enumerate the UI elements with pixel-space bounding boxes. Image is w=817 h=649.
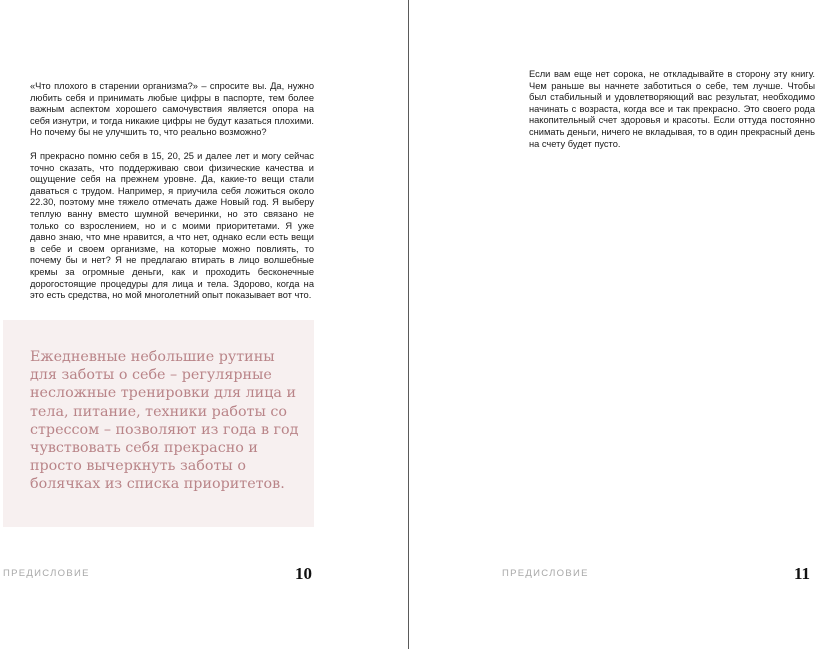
left-page-number: 10: [295, 564, 312, 583]
pull-quote-box: [3, 320, 314, 527]
right-section-label: ПРЕДИСЛОВИЕ: [502, 568, 589, 579]
pull-quote-text: Ежедневные небольшие рутины для заботы о себе – регулярные несложные тренировки для лица и тела, питание, техники работы со стрессом – позволяют из года в год чувствовать себя прекрасно и просто вычеркнуть заботы о болячках из списка приоритетов.: [30, 349, 299, 493]
left-section-label: ПРЕДИСЛОВИЕ: [3, 568, 90, 579]
left-page-body: [30, 81, 314, 314]
right-page-number: 11: [794, 564, 811, 583]
left-paragraph-2: Я прекрасно помню себя в 15, 20, 25 и далее лет и могу сейчас точно сказать, что поддерживаю свои физические качества и ощущение себя на прежнем уровне. Да, какие-то вещи стали даваться с трудом. Например, я приучила себя ложиться около 22.30, поэтому мне тяжело отмечать даже Новый год. Я выберу теплую ванну вместо шумной вечеринки, но это связано не только со взрослением, но и с моими приоритетами. Я уже давно знаю, что мне нравится, а что нет, однако если есть вещи в себе и своем организме, на которые можно повлиять, то почему бы и нет? Я не предлагаю втирать в лицо волшебные кремы за огромные деньги, как и проходить бесконечные дорогостоящие процедуры для лица и тела. Здорово, когда на это есть средства, но мой многолетний опыт показывает вот что.: [30, 150, 314, 301]
left-paragraph-1: «Что плохого в старении организма?» – спросите вы. Да, нужно любить себя и принимать любые цифры в паспорте, тем более важным аспектом хорошего самочувствия является опора на себя изнутри, и тогда никакие цифры не будут казаться плохими. Но почему бы не улучшить то, что реально возможно?: [30, 81, 314, 138]
left-page: [0, 0, 408, 649]
right-page: [409, 0, 817, 649]
right-paragraph-1: Если вам еще нет сорока, не откладывайте в сторону эту книгу. Чем раньше вы начнете заботиться о себе, тем лучше. Чтобы был стабильный и удовлетворяющий вас результат, необходимо начинать с возраста, когда все и так прекрасно. Это своего рода накопительный счет здоровья и красоты. Если оттуда постоянно снимать деньги, ничего не вкладывая, то в один прекрасный день на счету будет пусто.: [529, 69, 815, 149]
right-page-body: [529, 69, 815, 162]
